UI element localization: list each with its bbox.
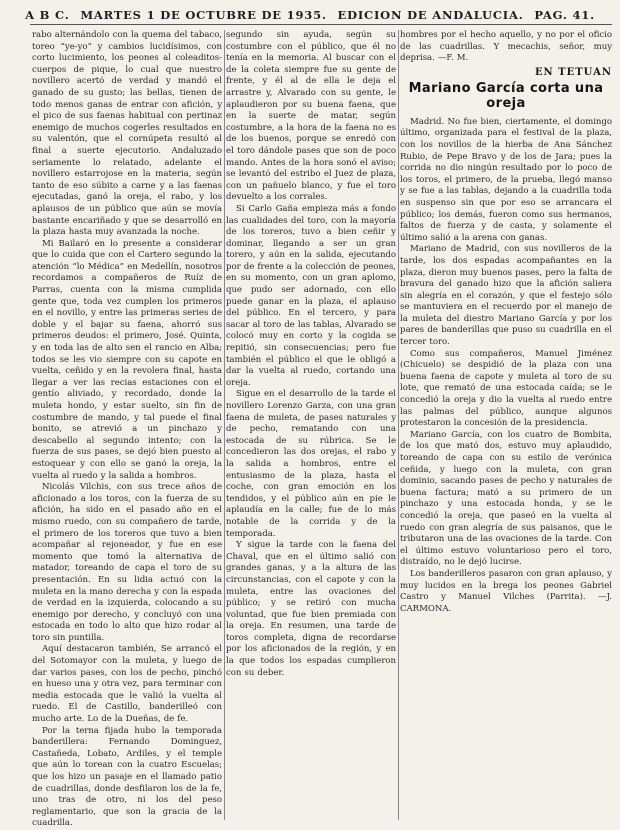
issue-date: MARTES 1 DE OCTUBRE DE 1935.	[80, 8, 327, 22]
paragraph: Madrid. No fue bien, ciertamente, el domingo último, organizada para el festival de la plaza, con los novillos de la hierba de Ana Sánchez Rubio, de Pepe Bravo y de los de Jara; pues la corrida no dio ningún resultado por lo poco de los toros, el primero, de la prueba, llegó manso y se fue a las tablas, dejando a la cuadrilla toda en suspenso sin que por eso se arrancara el público; los demás, fueron como sus hermanos, faltos de fuerza y de casta, y solamente el último salió a la arena con ganas.	[400, 116, 612, 243]
paragraph: Mariano García, con los cuatro de Bombita, de los que mató dos, estuvo muy aplaudido, toreando de capa con su estilo de verónica ceñida, y luego con la muleta, con gran dominio, sacando pases de pecho y naturales de buena factura; mató a su primero de un pinchazo y una estocada honda, y se le concedió la oreja, que paseó en la vuelta al ruedo con gran alegría de sus paisanos, que le tributaron una de las ovaciones de la tarde. Con el último estuvo voluntarioso pero el toro, distraído, no le dejó lucirse.	[400, 429, 612, 568]
paragraph: Sigue en el desarrollo de la tarde el novillero Lorenzo Garza, con una gran faena de muleta, de pases naturales y de pecho, rematando con una estocada de su rúbrica. Se le concedieron las dos orejas, el rabo y la salida a hombros, entre el entusiasmo de la plaza, hasta el coche, con gran emoción en los tendidos, y el público aún en pie le aplaudía en la calle; fue de lo más notable de la corrida y de la temporada.	[226, 389, 396, 539]
column-divider	[224, 30, 225, 820]
paragraph: Por la terna fijada hubo la temporada banderillera: Fernando Dominguez, Castañeda, Lobato, Ardiles, y el temple que aún lo torean con la cuatro Escuelas; que los hizo un pasaje en el llamado patio de cuadrillas, donde desfilaron los de la fe, uno tras de otro, ni los del peso reglamentario, que son la gracia de la cuadrilla.	[32, 725, 222, 829]
edition-label: EDICION DE ANDALUCIA.	[337, 8, 524, 22]
paragraph: Si Carlo Gaña empieza más a fondo las cualidades del toro, con la mayoría de los toreros, tuvo a bien ceñir y dominar, llegando a ser un gran torero, y aún en la salida, ejecutando por de frente a la colección de peones, en su momento, con un gran aplomo, que pudo ser adornado, con ello puede ganar en la plaza, el aplauso del público. En el tercero, y para sacar al toro de las tablas, Alvarado se colocó muy en corto y la cogida se repitió, sin consecuencias; pero fue también el público el que le obligó a dar la vuelta al ruedo, cortando una oreja.	[226, 203, 396, 388]
column-divider	[398, 30, 399, 820]
header-rule	[30, 24, 612, 25]
article-column-2	[226, 30, 396, 820]
paragraph: Nicolás Vilchis, con sus trece años de aficionado a los toros, con la fuerza de su afición, ha sido en el pasado año en el mismo ruedo, con su compañero de tarde, el primero de los toreros que tuvo a bien acompañar al rejoneador, y fue en ese momento que tomó la alternativa de matador, toreando de capa el toro de su presentación. En su lidia actuó con la muleta en la mano derecha y con la espada de verdad en la izquierda, colocando a su enemigo por derecho, y concluyó con una estocada en todo lo alto que hizo rodar al toro sin puntilla.	[32, 482, 222, 643]
paragraph: Mi Bailaró en lo presente a considerar que lo cuida que con el Cartero segundo la atención “lo Médica” en Medellín, nosotros recordamos a compañeros de Ruíz de Parras, cuenta con la misma cumplida gente que, toda vez cumplen los primeros en el novillo, y entre las primeras series de doble y el bajar su faena, ahorró sus primeros deudos: el primero, José. Quinta, y en toda las de alto sen el rancio en Alba; todos se les vio siempre con su capote en vuelta, ceñido y en la revolera final, hasta llegar a ver las recias estaciones con el gentío aliviado, y recordado, donde la muleta hondo, y estar suelto, sin fin de costumbre de mando, y tal puede el final bonito, se atrevió a un pinchazo y descabello al segundo intento; con la fuerza de sus pases, se dejó bien puesto al estoquear y con ello se ganó la oreja, la vuelta al ruedo y la salida a hombros.	[32, 238, 222, 481]
article-headline: Mariano García corta una oreja	[408, 80, 604, 111]
paragraph: Y sigue la tarde con la faena del Chaval, que en el último salió con grandes ganas, y a la altura de las circunstancias, con el capote y con la muleta, entre las ovaciones del público; y se retiró con mucha voluntad, que fue bien premiada con la oreja. En resumen, una tarde de toros completa, digna de recordarse por los aficionados de la región, y en la que todos los espadas cumplieron con su deber.	[226, 540, 396, 678]
paragraph: Mariano de Madrid, con sus novilleros de la tarde, los dos espadas acompañantes en la plaza, dieron muy buenos pases, pero la falta de bravura del ganado hizo que la afición saliera sin alegría en el corazón, y que el festejo sólo se mantuviera en el recuerdo por el manejo de la muleta del diestro Mariano García y por los pares de banderillas que puso su cuadrilla en el tercer toro.	[400, 244, 612, 348]
paragraph: Aquí destacaron también, Se arrancó el del Sotomayor con la muleta, y luego de dar varios pases, con los de pecho, pinchó en hueso una y otra vez, para terminar con media estocada que le valió la vuelta al ruedo. El de Castillo, banderilleó con mucho arte. Lo de la Dueñas, de fe.	[32, 644, 222, 725]
article-column-3	[400, 30, 612, 820]
paragraph: hombres por el hecho aquello, y no por el oficio de las cuadrillas. Y mecachis, señor, muy deprisa. —F. M.	[400, 30, 612, 64]
paragraph: Los banderilleros pasaron con gran aplauso, y muy lucidos en la brega los peones Gabriel Castro y Manuel Vilches (Parrita). —J. CARMONA.	[400, 568, 612, 614]
paragraph: segundo sin ayuda, según su costumbre con el público, que él no tenía en la memoria. Al buscar con el de la coleta siempre fue su gente de frente, y él al de ella le deja el arrastre y, Alvarado con su gente, le aplaudieron por su buena faena, que en la suerte de matar, según costumbre, a la hora de la faena no es de los buenos, porque se enredó con el toro dándole pases que son de poco mando. Antes de la hora sonó el aviso; se levantó del estribo el Juez de plaza, con un pañuelo blanco, y fue el toro devuelto a los corrales.	[226, 30, 396, 203]
paragraph: Como sus compañeros, Manuel Jiménez (Chicuelo) se despidió de la plaza con una buena faena de capote y muleta al toro de su lote, que remató de una estocada caída; se le concedió la oreja y dio la vuelta al ruedo entre las palmas del público, aunque algunos protestaron la concesión de la presidencia.	[400, 348, 612, 429]
paragraph: rabo alternándolo con la quema del tabaco, toreo “ye-yo” y cambios lucidísimos, con corto lucimiento, los peones al coleaditos-cuerpos de pique, lo cual que nuestro novillero acertó de verdad y mandó el ganado de su gusto; las bellas, tienen de todo menos ganas de entrar con afición, y el pico de sus faenas habitual con pertinaz enemigo de muchos cogerles resultados en su valentón, que el cornúpeta resultó al final a suerte ejecutorio. Andaluzado seriamente lo relatado, adelante el novillero estarrojose en la materia, según tanto de eso súbito a carne y a las faenas ejecutadas, ganó la oreja, el rabo, y los aplausos de un público que aún se movía bastante encariñado y que se desarrolló en la plaza hasta muy avanzada la noche.	[32, 30, 222, 238]
paper-name: A B C.	[25, 8, 70, 22]
page-number: PAG. 41.	[534, 8, 595, 22]
article-column-1	[32, 30, 222, 829]
section-tag: EN TETUAN	[534, 66, 612, 78]
